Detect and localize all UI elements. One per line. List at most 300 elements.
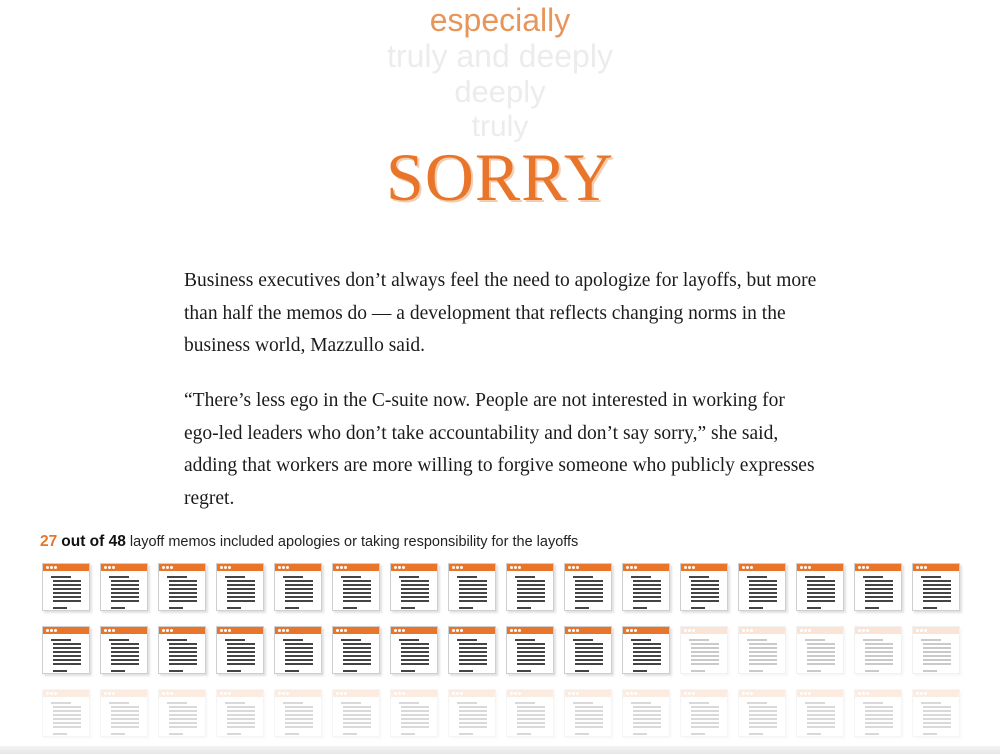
memo-dot	[924, 566, 927, 569]
memo-text-line	[343, 600, 371, 602]
memo-text-line	[53, 718, 81, 720]
memo-apology	[448, 626, 496, 674]
memo-text-line	[227, 600, 255, 602]
memo-apology	[42, 563, 90, 611]
memo-text-line	[111, 722, 139, 724]
memo-dot	[688, 629, 691, 632]
memo-text-line	[169, 596, 197, 598]
memo-text-line	[923, 600, 951, 602]
memo-text-line	[53, 580, 81, 582]
memo-text-line	[747, 702, 767, 704]
memo-text-line	[227, 580, 255, 582]
memo-apology	[622, 563, 670, 611]
memo-text-line	[575, 655, 603, 657]
memo-text-line	[807, 670, 821, 672]
memo-apology	[738, 563, 786, 611]
memo-text-line	[573, 702, 593, 704]
memo-apology	[100, 563, 148, 611]
memo-dot	[452, 692, 455, 695]
memo-dot	[572, 566, 575, 569]
memo-text-line	[53, 706, 81, 708]
caption-text: layoff memos included apologies or taking responsibility for the layoffs	[129, 534, 579, 550]
memo-no-apology	[912, 626, 960, 674]
memo-text-line	[53, 607, 67, 609]
memo-text-line	[169, 659, 197, 661]
memo-text-line	[575, 726, 603, 728]
memo-text-line	[517, 714, 545, 716]
memo-dot	[104, 566, 107, 569]
memo-text-line	[227, 733, 241, 735]
memo-dot	[920, 692, 923, 695]
memo-text-line	[225, 702, 245, 704]
memo-text-line	[633, 596, 661, 598]
memo-text-line	[227, 655, 255, 657]
memo-dot	[394, 566, 397, 569]
memo-dot	[112, 692, 115, 695]
memo-text-line	[285, 718, 313, 720]
memo-text-line	[401, 663, 429, 665]
paragraph-1: Business executives don’t always feel the need to apologize for layoffs, but more than half the memos do — a development that reflects changing norms in the business world, Mazzullo said.	[184, 270, 817, 356]
memo-text-line	[865, 659, 893, 661]
memo-text-line	[285, 655, 313, 657]
memo-dot	[170, 629, 173, 632]
memo-text-line	[285, 580, 313, 582]
memo-text-line	[575, 670, 589, 672]
memo-dot	[282, 692, 285, 695]
memo-text-line	[517, 584, 545, 586]
memo-text-line	[401, 596, 429, 598]
memo-text-line	[863, 639, 883, 641]
memo-text-line	[517, 607, 531, 609]
memo-text-line	[459, 733, 473, 735]
paragraph-2: “There’s less ego in the C-suite now. People are not interested in working for ego-led leaders who don’t take accountability and don’t say sorry,” she said, adding that workers are more willing to forgive someone who publicly expresses regret.	[184, 390, 815, 509]
memo-dot	[286, 566, 289, 569]
memo-text-line	[343, 659, 371, 661]
memo-text-line	[459, 651, 487, 653]
memo-text-line	[401, 584, 429, 586]
memo-text-line	[401, 718, 429, 720]
memo-text-line	[575, 733, 589, 735]
memo-text-line	[749, 607, 763, 609]
memo-text-line	[691, 584, 719, 586]
memo-text-line	[517, 651, 545, 653]
memo-no-apology	[854, 689, 902, 737]
memo-dot	[104, 629, 107, 632]
memo-text-line	[575, 584, 603, 586]
memo-no-apology	[216, 689, 264, 737]
memo-text-line	[343, 647, 371, 649]
memo-text-line	[747, 639, 767, 641]
memo-text-line	[633, 670, 647, 672]
memo-dot	[742, 629, 745, 632]
memo-text-line	[285, 592, 313, 594]
memo-text-line	[807, 659, 835, 661]
memo-text-line	[111, 718, 139, 720]
memo-dot	[50, 692, 53, 695]
memo-text-line	[691, 651, 719, 653]
memo-dot	[800, 566, 803, 569]
memo-dot	[402, 566, 405, 569]
memo-text-line	[343, 710, 371, 712]
memo-text-line	[111, 588, 139, 590]
memo-text-line	[807, 607, 821, 609]
total-count: out of 48	[61, 533, 126, 550]
memo-dot	[630, 692, 633, 695]
memo-text-line	[53, 596, 81, 598]
memo-dot	[862, 566, 865, 569]
memo-text-line	[459, 726, 487, 728]
memo-text-line	[285, 607, 299, 609]
memo-dot	[924, 629, 927, 632]
memo-text-line	[865, 584, 893, 586]
memo-text-line	[459, 600, 487, 602]
memo-dot	[692, 629, 695, 632]
memo-text-line	[341, 639, 361, 641]
memo-text-line	[109, 702, 129, 704]
memo-text-line	[691, 647, 719, 649]
memo-dot	[220, 566, 223, 569]
intensifier-truly-and-deeply: truly and deeply	[387, 38, 613, 74]
memo-dot	[336, 629, 339, 632]
memo-text-line	[285, 706, 313, 708]
memo-text-line	[169, 655, 197, 657]
memo-dot	[514, 629, 517, 632]
memo-text-line	[517, 588, 545, 590]
memo-text-line	[923, 733, 937, 735]
memo-text-line	[227, 718, 255, 720]
memo-text-line	[691, 670, 705, 672]
memo-dot	[514, 566, 517, 569]
memo-text-line	[53, 600, 81, 602]
memo-text-line	[633, 588, 661, 590]
memo-dot	[224, 566, 227, 569]
memo-apology	[564, 563, 612, 611]
memo-text-line	[401, 670, 415, 672]
memo-text-line	[633, 718, 661, 720]
memo-apology	[216, 626, 264, 674]
memo-dot	[286, 692, 289, 695]
memo-dot	[568, 566, 571, 569]
memo-text-line	[227, 726, 255, 728]
memo-dot	[278, 629, 281, 632]
memo-text-line	[691, 659, 719, 661]
memo-dot	[808, 566, 811, 569]
memo-apology	[854, 563, 902, 611]
memo-text-line	[111, 600, 139, 602]
memo-text-line	[633, 663, 661, 665]
memo-dot	[220, 629, 223, 632]
memo-text-line	[633, 726, 661, 728]
memo-text-line	[343, 733, 357, 735]
memo-dot	[576, 692, 579, 695]
memo-text-line	[575, 706, 603, 708]
memo-text-line	[865, 714, 893, 716]
memo-text-line	[865, 655, 893, 657]
memo-text-line	[631, 702, 651, 704]
memo-text-line	[865, 670, 879, 672]
memo-dot	[50, 629, 53, 632]
memo-text-line	[865, 592, 893, 594]
memo-text-line	[749, 726, 777, 728]
memo-text-line	[459, 722, 487, 724]
memo-dot	[858, 629, 861, 632]
memo-text-line	[749, 663, 777, 665]
memo-text-line	[691, 580, 719, 582]
memo-dot	[866, 566, 869, 569]
memo-dot	[742, 692, 745, 695]
memo-text-line	[633, 659, 661, 661]
memo-text-line	[807, 580, 835, 582]
memo-text-line	[401, 588, 429, 590]
memo-text-line	[807, 596, 835, 598]
memo-text-line	[865, 663, 893, 665]
memo-text-line	[575, 607, 589, 609]
memo-text-line	[401, 607, 415, 609]
memo-text-line	[691, 726, 719, 728]
memo-text-line	[517, 710, 545, 712]
memo-text-line	[459, 596, 487, 598]
memo-text-line	[923, 584, 951, 586]
memo-text-line	[111, 706, 139, 708]
memo-text-line	[691, 643, 719, 645]
memo-dot	[634, 566, 637, 569]
memo-text-line	[401, 722, 429, 724]
memo-dot	[112, 566, 115, 569]
memo-text-line	[517, 718, 545, 720]
memo-text-line	[807, 706, 835, 708]
memo-text-line	[111, 733, 125, 735]
memo-dot	[924, 692, 927, 695]
memo-text-line	[285, 726, 313, 728]
memo-text-line	[923, 580, 951, 582]
memo-text-line	[459, 592, 487, 594]
memo-text-line	[169, 710, 197, 712]
bottom-edge	[0, 746, 1000, 754]
memo-text-line	[865, 647, 893, 649]
memo-text-line	[227, 592, 255, 594]
memo-text-line	[805, 639, 825, 641]
memo-dot	[514, 692, 517, 695]
memo-text-line	[459, 714, 487, 716]
memo-dot	[286, 629, 289, 632]
memo-text-line	[807, 647, 835, 649]
memo-text-line	[921, 639, 941, 641]
memo-text-line	[459, 659, 487, 661]
highlight-count: 27	[40, 533, 58, 550]
memo-dot	[626, 566, 629, 569]
memo-apology	[100, 626, 148, 674]
memo-text-line	[169, 718, 197, 720]
memo-text-line	[865, 706, 893, 708]
memo-text-line	[227, 588, 255, 590]
memo-dot	[456, 692, 459, 695]
memo-text-line	[749, 655, 777, 657]
memo-dot	[750, 629, 753, 632]
memo-dot	[112, 629, 115, 632]
memo-text-line	[633, 600, 661, 602]
memo-dot	[398, 629, 401, 632]
memo-text-line	[53, 584, 81, 586]
memo-text-line	[109, 639, 129, 641]
memo-dot	[108, 692, 111, 695]
memo-text-line	[575, 596, 603, 598]
memo-text-line	[923, 588, 951, 590]
memo-text-line	[807, 592, 835, 594]
memo-text-line	[459, 663, 487, 665]
memo-text-line	[517, 726, 545, 728]
memo-dot	[394, 692, 397, 695]
memo-text-line	[285, 647, 313, 649]
memo-dot	[684, 629, 687, 632]
memo-dot	[800, 692, 803, 695]
memo-text-line	[749, 580, 777, 582]
memo-text-line	[923, 670, 937, 672]
memo-text-line	[633, 651, 661, 653]
memo-dot	[684, 566, 687, 569]
memo-text-line	[111, 726, 139, 728]
memo-dot	[568, 629, 571, 632]
memo-text-line	[515, 639, 535, 641]
memo-text-line	[169, 647, 197, 649]
memo-text-line	[517, 592, 545, 594]
memo-text-line	[111, 663, 139, 665]
memo-dot	[862, 629, 865, 632]
memo-text-line	[285, 588, 313, 590]
memo-apology	[506, 626, 554, 674]
memo-text-line	[863, 576, 883, 578]
memo-dot	[278, 692, 281, 695]
memo-dot	[750, 566, 753, 569]
memo-text-line	[457, 639, 477, 641]
memo-text-line	[285, 584, 313, 586]
memo-dot	[224, 692, 227, 695]
memo-text-line	[343, 726, 371, 728]
memo-text-line	[691, 588, 719, 590]
memo-text-line	[575, 643, 603, 645]
memo-text-line	[169, 600, 197, 602]
memo-text-line	[747, 576, 767, 578]
memo-dot	[518, 566, 521, 569]
memo-dot	[340, 692, 343, 695]
memo-dot	[170, 692, 173, 695]
memo-text-line	[167, 639, 187, 641]
memo-text-line	[169, 726, 197, 728]
memo-text-line	[111, 647, 139, 649]
memo-text-line	[921, 702, 941, 704]
memo-text-line	[169, 670, 183, 672]
memo-text-line	[749, 643, 777, 645]
memo-apology	[506, 563, 554, 611]
memo-text-line	[53, 592, 81, 594]
memo-dot	[800, 629, 803, 632]
memo-text-line	[923, 643, 951, 645]
memo-text-line	[691, 733, 705, 735]
memo-text-line	[53, 733, 67, 735]
memo-text-line	[865, 722, 893, 724]
memo-text-line	[575, 710, 603, 712]
memo-no-apology	[738, 689, 786, 737]
memo-text-line	[343, 607, 357, 609]
memo-dot	[518, 692, 521, 695]
memo-text-line	[923, 706, 951, 708]
memo-no-apology	[274, 689, 322, 737]
memo-text-line	[807, 655, 835, 657]
memo-text-line	[285, 714, 313, 716]
memo-text-line	[53, 726, 81, 728]
memo-text-line	[865, 600, 893, 602]
memo-dot	[518, 629, 521, 632]
memo-dot	[228, 629, 231, 632]
memo-text-line	[749, 651, 777, 653]
memo-dot	[688, 566, 691, 569]
memo-text-line	[517, 580, 545, 582]
memo-text-line	[575, 718, 603, 720]
memo-no-apology	[564, 689, 612, 737]
memo-dot	[920, 629, 923, 632]
memo-text-line	[633, 714, 661, 716]
memo-text-line	[691, 596, 719, 598]
memo-text-line	[575, 588, 603, 590]
memo-dot	[808, 692, 811, 695]
memo-no-apology	[332, 689, 380, 737]
memo-text-line	[689, 576, 709, 578]
memo-text-line	[459, 710, 487, 712]
memo-apology	[42, 626, 90, 674]
memo-dot	[572, 629, 575, 632]
memo-dot	[916, 629, 919, 632]
memo-no-apology	[796, 626, 844, 674]
memo-dot	[858, 566, 861, 569]
memo-text-line	[517, 706, 545, 708]
memo-text-line	[401, 655, 429, 657]
memo-text-line	[343, 655, 371, 657]
memo-dot	[278, 566, 281, 569]
memo-text-line	[863, 702, 883, 704]
memo-text-line	[343, 714, 371, 716]
memo-dot	[108, 566, 111, 569]
memo-text-line	[283, 702, 303, 704]
memo-text-line	[691, 600, 719, 602]
memo-text-line	[865, 580, 893, 582]
memo-dot	[510, 629, 513, 632]
memo-dot	[402, 629, 405, 632]
memo-text-line	[343, 580, 371, 582]
memo-apology	[448, 563, 496, 611]
memo-text-line	[343, 706, 371, 708]
memo-dot	[340, 566, 343, 569]
memo-dot	[162, 629, 165, 632]
memo-text-line	[401, 710, 429, 712]
memo-text-line	[807, 726, 835, 728]
memo-text-line	[53, 655, 81, 657]
headline-sorry: SORRY	[386, 139, 614, 215]
memo-text-line	[633, 706, 661, 708]
memo-text-line	[53, 710, 81, 712]
memo-text-line	[575, 714, 603, 716]
memo-text-line	[227, 647, 255, 649]
memo-dot	[742, 566, 745, 569]
memo-text-line	[575, 647, 603, 649]
memo-dot	[572, 692, 575, 695]
memo-text-line	[53, 663, 81, 665]
memo-text-line	[459, 647, 487, 649]
memo-text-line	[807, 718, 835, 720]
memo-text-line	[517, 643, 545, 645]
memo-text-line	[459, 718, 487, 720]
memo-apology	[622, 626, 670, 674]
memo-text-line	[169, 651, 197, 653]
memo-apology	[216, 563, 264, 611]
